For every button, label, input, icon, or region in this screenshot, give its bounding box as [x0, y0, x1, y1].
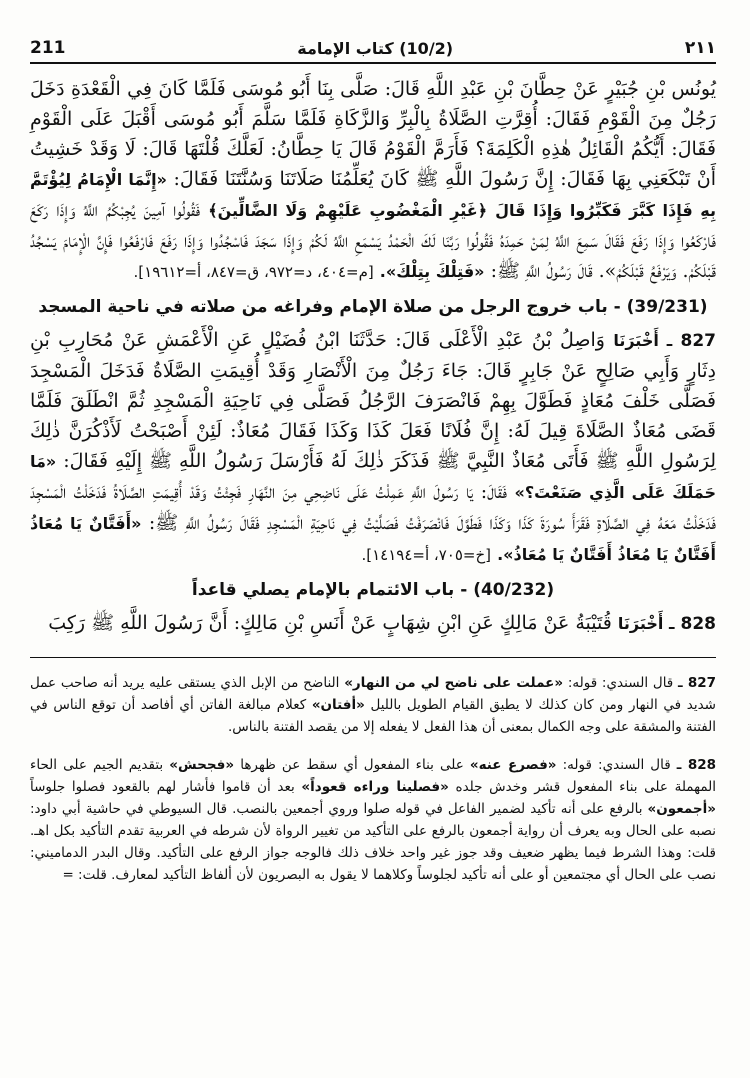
chapter-heading	[30, 576, 716, 604]
hadith-text: فَقَالَ: يَا رَسُولَ اللَّهِ عَمِلْتُ عَلَى نَاضِحِي مِنَ النَّهَارِ فَجِئْتُ وَقَدْ أُقِيمَتِ الصَّلَاةُ فَدَخَلْتُ الْمَسْجِدَ فَدَخَلْتُ مَعَهُ فِي الصَّلَاةِ فَقَرَأَ سُورَةَ كَذَا وَكَذَا فَطَوَّلَ فَانْصَرَفْتُ فَصَلَّيْتُ فِي نَاحِيَةِ الْمَسْجِدِ فَقَالَ رَسُولُ اللَّهِ ﷺ:	[30, 481, 716, 534]
footnote-text: بعد أن قاموا فأشار لهم بالقعود فصلوا جلوساً	[30, 779, 295, 795]
chapter-number: (40/232)	[473, 580, 555, 600]
footnote-number: 827 ـ	[678, 675, 717, 691]
footnote-text: الناضح من الإبل الذي يستقى عليه يريد أنه صاحب عمل شديد في النهار ومن كان كذلك لا يطيق القيام الطويل بالليل	[30, 675, 716, 713]
hadith-number: 827	[680, 331, 717, 351]
page-number-arabic: ٢١١	[684, 38, 716, 58]
footnote-text: بالرفع على أنه تأكيد لضمير الفاعل في قوله صلوا وروي أجمعين بالنصب. قال السيوطي في حاشية أبي داود: نصبه على الحال وبه يعرف أن رواية أجمعون بالرفع على التأكيد من تغيير الرواة لأن شرطه في العربية تقدم التأكيد بكل اهـ. قلت: وهذا الشرط فيما يظهر ضعيف وقد جوز غير واحد خلاف ذلك فالوجه جواز الرفع على التأكيد. وقال البدر الدماميني: نصب على الحال أي مجتمعين أو على أنه تأكيد لجلوساً وكلاهما لا يقول به البصريون لأن ألفاظ التأكيد لمعارف. قلت: =	[30, 801, 716, 883]
page-header	[30, 38, 716, 64]
hadith-text: يُونُس بْنِ جُبَيْرٍ عَنْ حِطَّانَ بْنِ عَبْدِ اللَّهِ قَالَ: صَلَّى بِنَا أَبُو مُوسَى فَلَمَّا كَانَ فِي الْقَعْدَةِ دَخَلَ رَجُلٌ مِنَ الْقَوْمِ فَقَالَ: أُقِرَّتِ الصَّلَاةُ بِالْبِرِّ وَالزَّكَاةِ فَلَمَّا سَلَّمَ أَبُو مُوسَى أَقْبَلَ عَلَى الْقَوْمِ فَقَالَ: أَيُّكُمُ الْقَائِلُ هٰذِهِ الْكَلِمَةَ؟ فَأَرَمَّ الْقَوْمُ قَالَ يَا حِطَّانُ: لَعَلَّكَ قُلْتَهَا قَالَ: لَا وَقَدْ خَشِيتُ أَنْ تَبْكَعَنِي بِهَا فَقَالَ: إِنَّ رَسُولَ اللَّهِ ﷺ كَانَ يُعَلِّمُنَا صَلَاتَنَا وَسُنَّتَنَا فَقَالَ:	[30, 78, 716, 190]
footnote-quote: «أفتان»	[311, 697, 365, 713]
footnote-text: كعلام مبالغة الفاتن أي أفاصد أن توقع الناس في الفتنة والمشقة على وجه الكمال بمعنى أن هذا الفعل لا يفعله إلا من يقصد الفتنة بالناس.	[30, 697, 716, 735]
prophet-quote: «إِنَّمَا الْإِمَامُ لِيُؤْتَمَّ بِهِ فَإِذَا كَبَّرَ فَكَبِّرُوا وَإِذَا قَالَ	[30, 170, 717, 220]
hadith-text-continued	[30, 74, 716, 287]
hadith-text: قُتَيْبَةُ عَنْ مَالِكٍ عَنِ ابْنِ شِهَابٍ عَنْ أَنَسِ بْنِ مَالِكٍ: أَنَّ رَسُولَ اللَّهِ ﷺ رَكِبَ	[48, 612, 612, 634]
book-title: (10/2) كتاب الإمامة	[297, 39, 454, 58]
footnote-quote: «فصرع عنه»	[469, 757, 557, 773]
footnote-quote: «فجحش»	[169, 757, 235, 773]
hadith-827	[30, 325, 716, 570]
hadith-text: فَقُولُوا آمِينَ يُجِبْكُمُ اللَّهُ وَإِذَا رَكَعَ فَارْكَعُوا وَإِذَا رَفَعَ فَقَالَ سَمِعَ اللَّهُ لِمَنْ حَمِدَهُ فَقُولُوا رَبَّنَا لَكَ الْحَمْدُ يَسْمَعِ اللَّهُ لَكُمْ وَإِذَا سَجَدَ فَاسْجُدُوا وَإِذَا رَفَعَ فَارْفَعُوا فَإِنَّ الْإِمَامَ يَسْجُدُ قَبْلَكُمْ. وَيَرْفَعُ قَبْلَكُمْ». قَالَ رَسُولُ اللَّهِ ﷺ:	[30, 199, 716, 282]
footnote-828	[30, 754, 716, 886]
hadith-number: 828	[680, 614, 716, 634]
footnote-text: بتقديم الجيم على الحاء المهملة على بناء المفعول قشر وخدش جلده	[30, 757, 716, 795]
footnote-quote: «عملت على ناضح لي من النهار»	[344, 675, 564, 691]
footnote-quote: «أجمعون»	[647, 801, 717, 817]
page-number-latin: 211	[30, 38, 66, 58]
hadith-text: وَاصِلُ بْنُ عَبْدِ الْأَعْلَى قَالَ: حَدَّثَنَا ابْنُ فُضَيْلٍ عَنِ الْأَعْمَشِ عَنْ مُحَارِبِ بْنِ دِثَارٍ وَأَبِي صَالِحٍ عَنْ جَابِرٍ قَالَ: جَاءَ رَجُلٌ مِنَ الْأَنْصَارِ وَقَدْ أُقِيمَتِ الصَّلَاةُ فَدَخَلَ الْمَسْجِدَ فَصَلَّى خَلْفَ مُعَاذٍ فَطَوَّلَ بِهِمْ فَانْصَرَفَ الرَّجُلُ فَصَلَّى فِي نَاحِيَةِ الْمَسْجِدِ ثُمَّ انْطَلَقَ فَلَمَّا قَضَى مُعَاذٌ الصَّلَاةَ قِيلَ لَهُ: إِنَّ فُلَانًا فَعَلَ كَذَا وَكَذَا فَقَالَ مُعَاذٌ: لَئِنْ أَصْبَحْتُ لَأَذْكُرَنَّ ذٰلِكَ لِرَسُولِ اللَّهِ ﷺ فَأَتَى مُعَاذٌ النَّبِيَّ ﷺ فَذَكَرَ ذٰلِكَ لَهُ فَأَرْسَلَ رَسُولُ اللَّهِ ﷺ إِلَيْهِ فَقَالَ:	[30, 329, 716, 472]
footnote-number: 828 ـ	[676, 757, 717, 773]
hadith-references: [خ=٧٠٥، أ=١٤١٩٤].	[361, 546, 492, 564]
quran-quote: ﴿غَيْرِ الْمَغْضُوبِ عَلَيْهِمْ وَلَا الضَّالِّينَ﴾	[208, 201, 488, 220]
prophet-quote: «أَفَتَّانٌ يَا مُعَاذُ أَفَتَّانٌ يَا مُعَاذُ أَفَتَّانٌ يَا مُعَاذُ».	[30, 514, 716, 564]
footnote-divider	[30, 657, 716, 658]
hadith-828	[30, 608, 716, 639]
chapter-title: - باب خروج الرجل من صلاة الإمام وفراغه من صلاته في ناحية المسجد	[38, 297, 621, 317]
narration-word: ـ أَخْبَرَنَا	[613, 331, 673, 350]
narration-word: ـ أَخْبَرَنَا	[617, 614, 675, 633]
prophet-quote: «فَتِلْكَ بِتِلْكَ».	[379, 262, 485, 281]
chapter-title: - باب الائتمام بالإمام يصلي قاعداً	[191, 580, 468, 600]
footnote-827	[30, 672, 716, 738]
footnote-text: قال السندي: قوله:	[567, 675, 674, 691]
footnote-text: على بناء المفعول أي سقط عن ظهرها	[240, 757, 464, 773]
prophet-quote: «مَا حَمَلَكَ عَلَى الَّذِي صَنَعْتَ؟»	[30, 452, 716, 502]
hadith-references: [م=٤٠٤، د=٩٧٢، ق=٨٤٧، أ=١٩٦١٢].	[133, 263, 374, 281]
footnote-text: قال السندي: قوله:	[562, 757, 671, 773]
chapter-heading	[30, 293, 716, 321]
footnote-quote: «فصلينا وراءه قعوداً»	[301, 779, 449, 795]
chapter-number: (39/231)	[626, 297, 708, 317]
